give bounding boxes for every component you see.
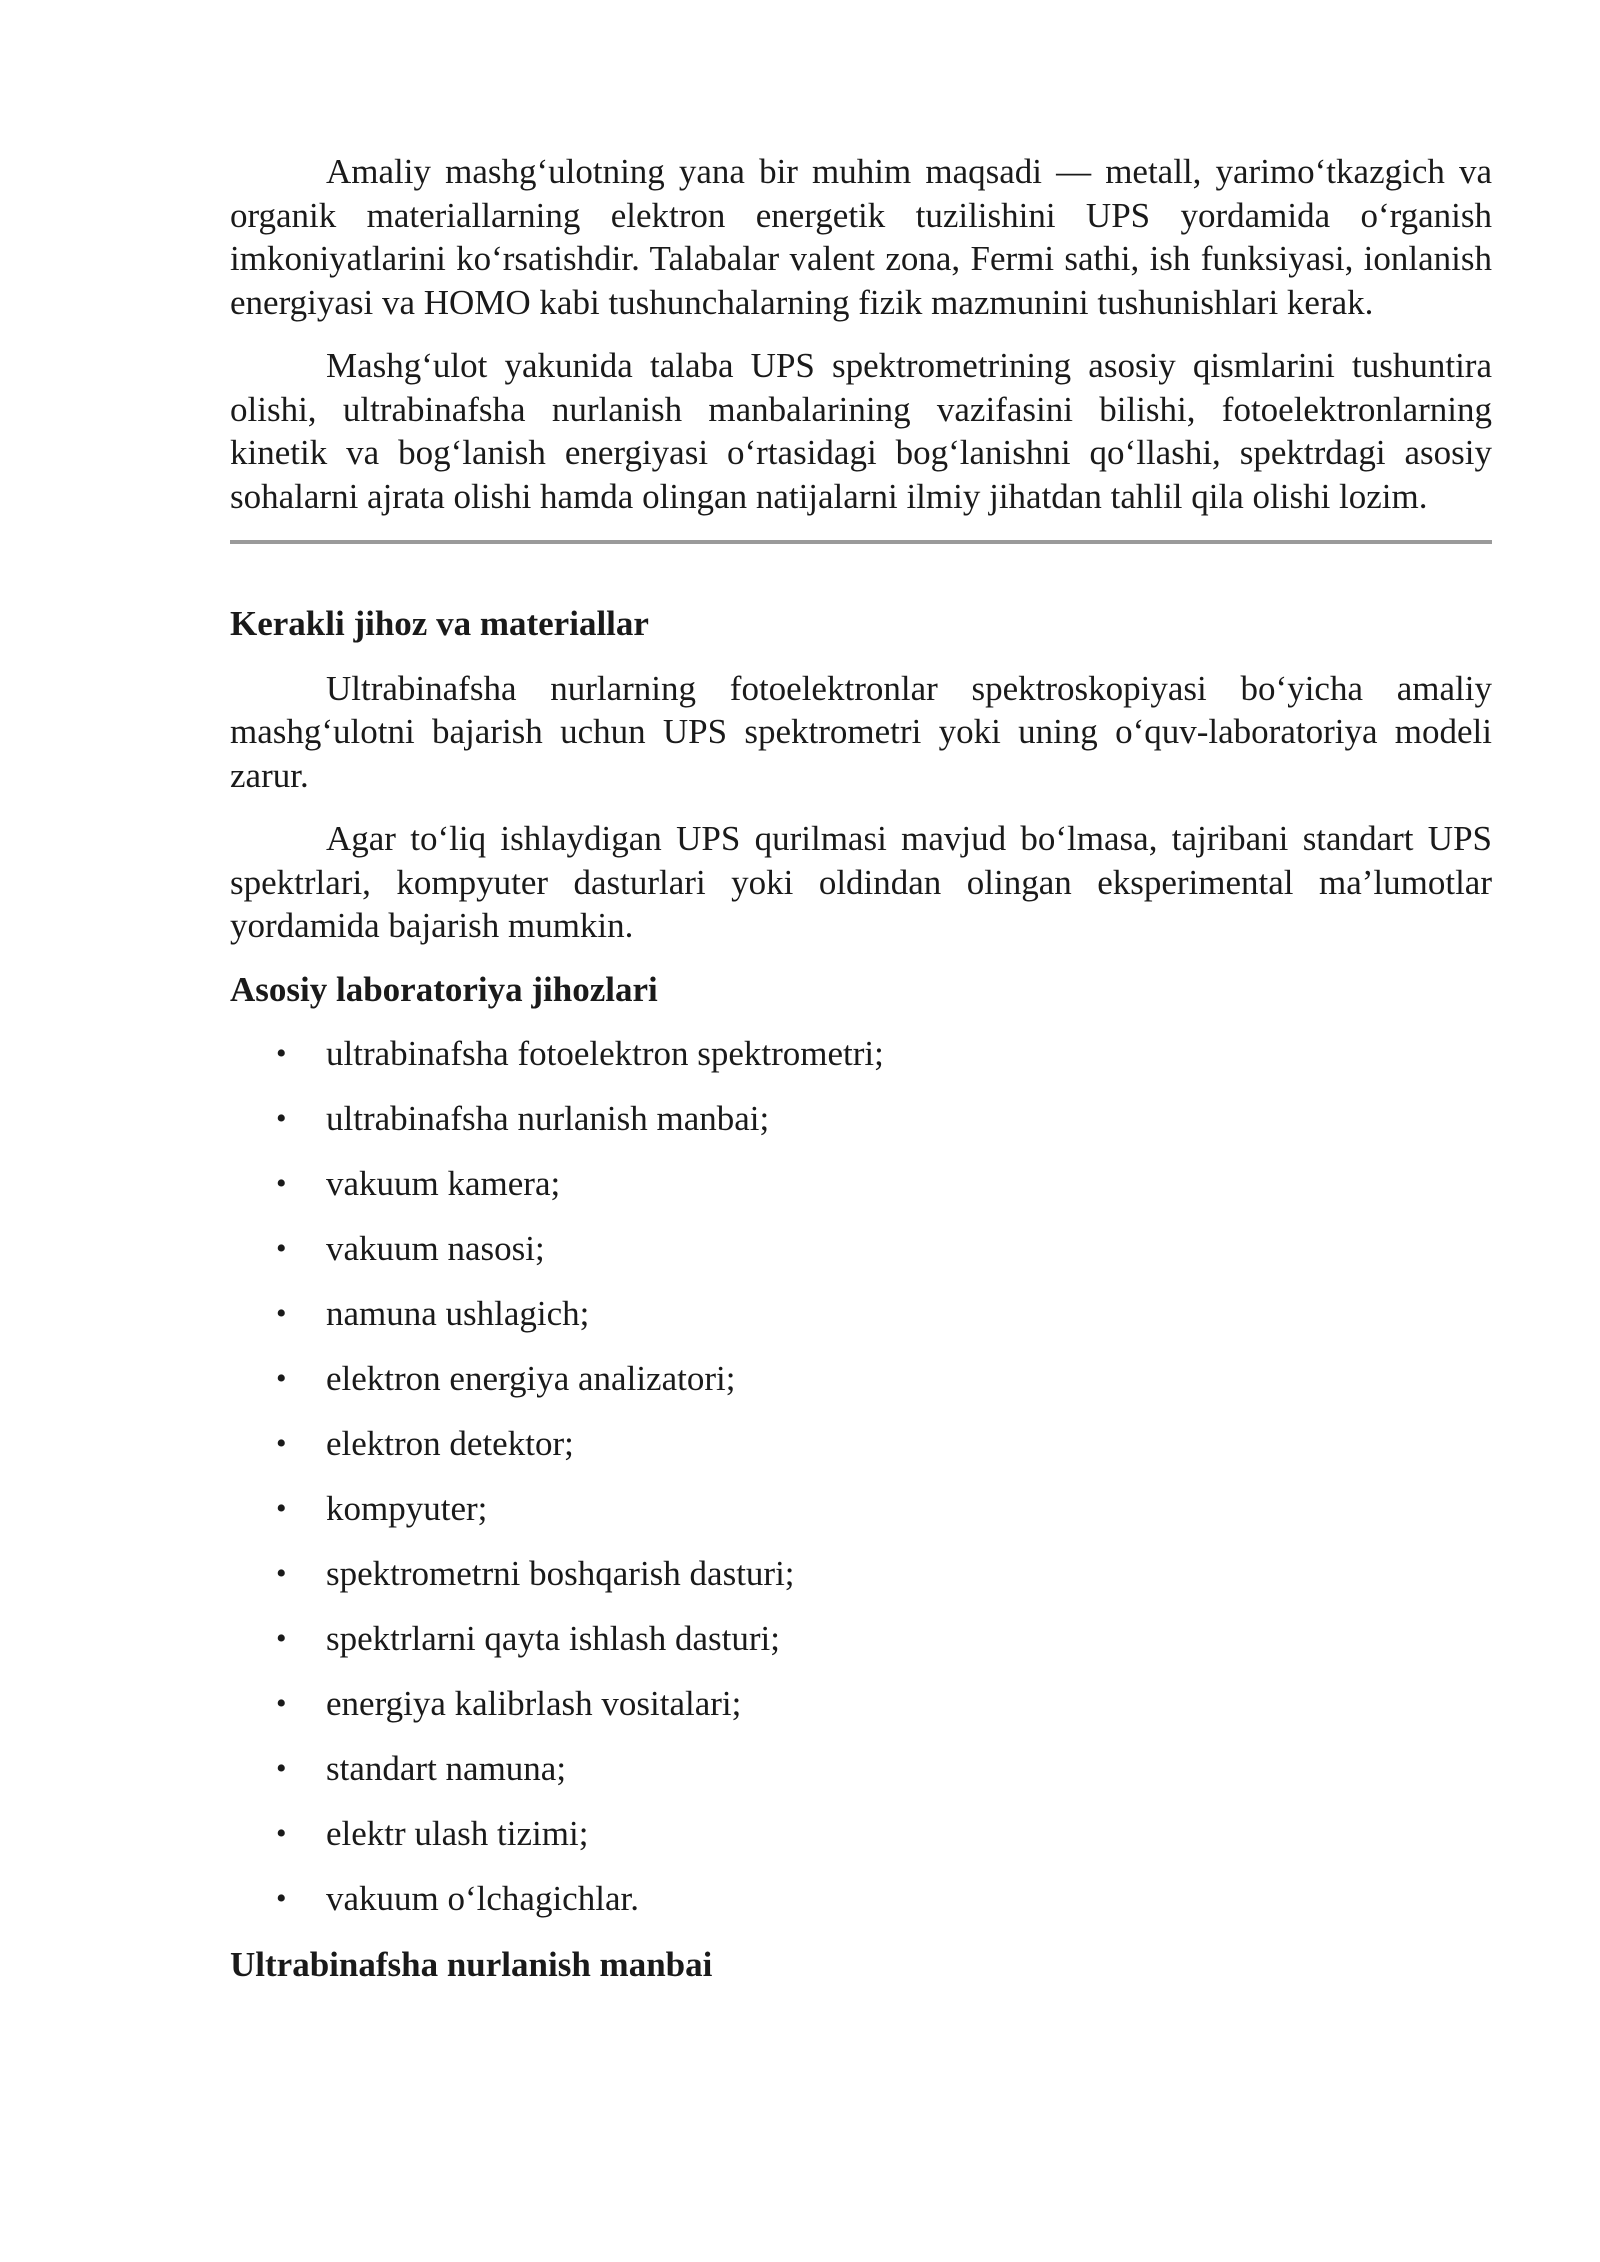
- list-item-text: kompyuter;: [326, 1489, 488, 1528]
- intro-paragraph-1: Amaliy mashg‘ulotning yana bir muhim maqsadi — metall, yarimo‘tkazgich va organik materiallarning elektron energetik tuzilishini UPS yordamida o‘rganish imkoniyatlarini ko‘rsatishdir. Talabalar valent zona, Fermi sathi, ish funksiyasi, ionlanish energiyasi va HOMO kabi tushunchalarning fizik mazmunini tushunishlari kerak.: [230, 152, 1492, 322]
- bullet-icon: •: [276, 1557, 287, 1590]
- bullet-icon: •: [276, 1687, 287, 1720]
- list-item: [230, 1422, 1492, 1466]
- list-item-text: vakuum kamera;: [326, 1164, 561, 1203]
- bullet-icon: •: [276, 1297, 287, 1330]
- list-item-text: vakuum nasosi;: [326, 1229, 545, 1268]
- list-item-text: namuna ushlagich;: [326, 1294, 590, 1333]
- list-item-text: spektrlarni qayta ishlash dasturi;: [326, 1619, 780, 1658]
- list-item: [230, 1357, 1492, 1401]
- list-item: [230, 1227, 1492, 1271]
- list-item-text: energiya kalibrlash vositalari;: [326, 1684, 742, 1723]
- bullet-icon: •: [276, 1362, 287, 1395]
- list-item: [230, 1292, 1492, 1336]
- list-item-text: ultrabinafsha nurlanish manbai;: [326, 1099, 770, 1138]
- section-heading-uv-source: Ultrabinafsha nurlanish manbai: [230, 1944, 713, 1984]
- list-item-text: standart namuna;: [326, 1749, 567, 1788]
- list-item: [230, 1812, 1492, 1856]
- list-item: [230, 1032, 1492, 1076]
- list-item: [230, 1617, 1492, 1661]
- bullet-icon: •: [276, 1427, 287, 1460]
- bullet-icon: •: [276, 1882, 287, 1915]
- list-item-text: vakuum o‘lchagichlar.: [326, 1879, 639, 1918]
- bullet-icon: •: [276, 1817, 287, 1850]
- horizontal-divider: [230, 540, 1492, 544]
- list-item-text: elektron energiya analizatori;: [326, 1359, 736, 1398]
- bullet-icon: •: [276, 1037, 287, 1070]
- list-item-text: spektrometrni boshqarish dasturi;: [326, 1554, 795, 1593]
- bullet-icon: •: [276, 1232, 287, 1265]
- bullet-icon: •: [276, 1102, 287, 1135]
- list-item: [230, 1747, 1492, 1791]
- equipment-paragraph-1: Ultrabinafsha nurlarning fotoelektronlar spektroskopiyasi bo‘yicha amaliy mashg‘ulotni bajarish uchun UPS spektrometri yoki uning o‘quv-laboratoriya modeli zarur.: [230, 668, 1492, 795]
- document-page: [230, 150, 1492, 2007]
- list-item: [230, 1487, 1492, 1531]
- list-item: [230, 1552, 1492, 1596]
- bullet-icon: •: [276, 1752, 287, 1785]
- list-item: [230, 1162, 1492, 1206]
- list-item: [230, 1097, 1492, 1141]
- list-item-text: ultrabinafsha fotoelektron spektrometri;: [326, 1034, 884, 1073]
- bullet-icon: •: [276, 1622, 287, 1655]
- section-heading-equipment: Kerakli jihoz va materiallar: [230, 604, 649, 643]
- list-item-text: elektr ulash tizimi;: [326, 1814, 589, 1853]
- list-item-text: elektron detektor;: [326, 1424, 574, 1463]
- bullet-icon: •: [276, 1167, 287, 1200]
- equipment-paragraph-2: Agar to‘liq ishlaydigan UPS qurilmasi mavjud bo‘lmasa, tajribani standart UPS spektrlari, kompyuter dasturlari yoki oldindan olingan eksperimental ma’lumotlar yordamida bajarish mumkin.: [230, 819, 1492, 945]
- list-item: [230, 1682, 1492, 1726]
- list-item: [230, 1877, 1492, 1921]
- lab-equipment-list: [230, 1032, 1492, 1921]
- section-heading-lab-equipment: Asosiy laboratoriya jihozlari: [230, 969, 658, 1009]
- intro-paragraph-2: Mashg‘ulot yakunida talaba UPS spektrometrining asosiy qismlarini tushuntira olishi, ultrabinafsha nurlanish manbalarining vazifasini bilishi, fotoelektronlarning kinetik va bog‘lanish energiyasi o‘rtasidagi bog‘lanishni qo‘llashi, spektrdagi asosiy sohalarni ajrata olishi hamda olingan natijalarni ilmiy jihatdan tahlil qila olishi lozim.: [230, 346, 1492, 516]
- bullet-icon: •: [276, 1492, 287, 1525]
